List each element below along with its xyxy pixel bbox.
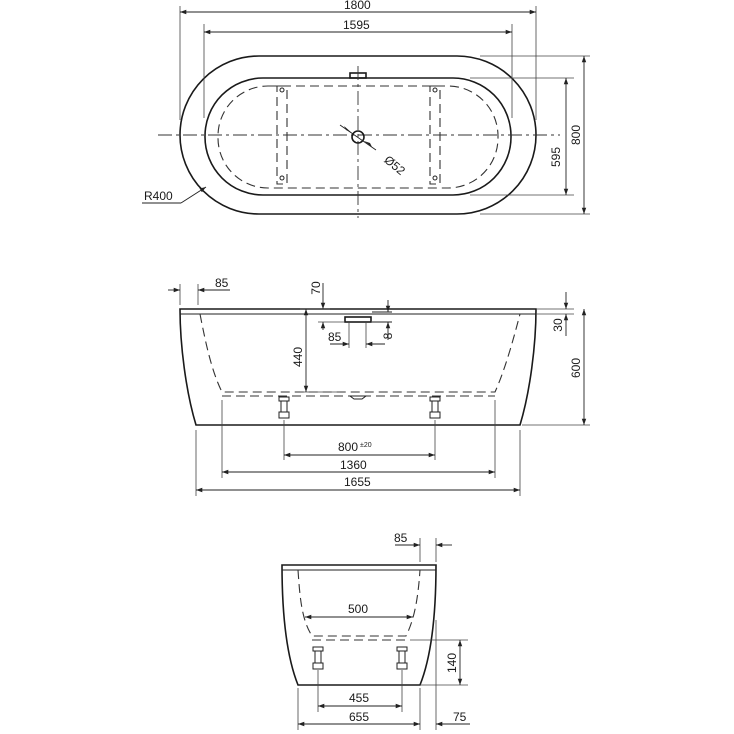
side-base-width: 655 [349,710,370,724]
dim-depth: 440 [291,346,305,368]
top-leg-hole [433,88,437,92]
front-drain [350,396,366,399]
front-leg-right [430,397,440,418]
dim-inner-width: 595 [549,146,563,168]
dim-inner-length: 1595 [343,18,370,32]
top-leg-hole [433,176,437,180]
dim-rim-offset: 85 [215,276,229,290]
front-leg-left [279,397,289,418]
top-view [142,0,590,218]
radius-leader [181,187,206,203]
dim-base-length: 1655 [344,475,371,489]
top-leg-hole [280,88,284,92]
front-overflow [345,317,371,322]
side-leg-spacing: 455 [349,691,370,705]
side-inner-bottom-width: 500 [348,602,369,616]
side-foot-offset: 75 [453,710,467,724]
front-basin-dashed [200,314,520,392]
dim-rim-thickness: 30 [551,318,565,332]
dim-leg-spacing: 800 $^{\pm 20}$ [338,440,372,454]
dim-overall-width: 800 [569,124,583,146]
dim-overflow-offset: 85 [328,330,342,344]
side-leg-height: 140 [445,652,459,674]
dim-bottom-length: 1360 [340,458,367,472]
dim-overflow-size: 8 [381,332,395,340]
dim-overall-length: 1800 [344,0,371,12]
front-view [168,276,590,496]
side-body-outline [282,565,436,685]
front-body-outline [180,309,536,425]
top-leg-hole [280,176,284,180]
side-rim-offset: 85 [394,531,408,545]
drain-arrow [344,126,352,133]
side-leg-right [397,647,407,669]
dim-height: 600 [569,357,583,379]
dim-overflow-height: 70 [309,281,323,295]
side-view [282,531,470,730]
drain-diameter-label: Ø52 [381,152,408,178]
side-leg-left [313,647,323,669]
radius-label: R400 [144,189,173,203]
